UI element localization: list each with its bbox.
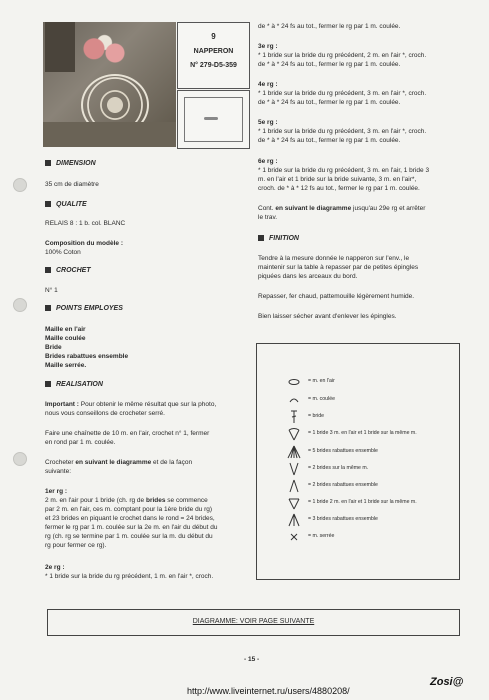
section-points: POINTS EMPLOYES (45, 305, 123, 312)
legend-row: = 2 brides rabattues ensemble (257, 479, 459, 493)
finition-line: Tendre à la mesure donnée le napperon sur l'env., le (258, 255, 410, 262)
finition-line: maintenir sur la table à repasser par de petites épingles (258, 264, 419, 271)
bride-2chain-bride-icon (287, 496, 301, 510)
bullet-square-icon (45, 201, 51, 207)
continue-instruction: Cont. en suivant le diagramme jusqu'au 29e rg et arrêter (258, 205, 426, 212)
row2-continuation: de * à * 24 fs au tot., fermer le rg par 1 m. coulée. (258, 23, 401, 30)
row4-line: de * à * 24 fs au tot., fermer le rg par 1 m. coulée. (258, 99, 401, 106)
watermark-strip (0, 676, 489, 700)
legend-row: = 2 brides sur la même m. (257, 462, 459, 476)
tablecloth-image (43, 122, 176, 147)
chain-instruction: Faire une chaînette de 10 m. en l'air, crochet n° 1, fermer (45, 430, 210, 437)
stitch-list-item: Brides rabattues ensemble (45, 353, 129, 360)
bullet-square-icon (45, 267, 51, 273)
doily-photo (43, 22, 176, 147)
bullet-square-icon (45, 305, 51, 311)
row5-line: * 1 bride sur la bride du rg précédent, 3 m. en l'air *, croch. (258, 128, 427, 135)
crochet-value: N° 1 (45, 287, 58, 294)
row6-line: croch. de * à * 12 fs au tot., fermer le rg par 1 m. coulée. (258, 185, 420, 192)
section-realisation: REALISATION (45, 381, 103, 388)
binder-hole (13, 178, 27, 192)
row1-line: rg (ch. rg se termine par 1 m. coulée sur la m. du début du (45, 533, 213, 540)
five-brides-together-icon (287, 445, 301, 459)
chain-instruction-line: en rond par 1 m. coulée. (45, 439, 116, 446)
bullet-square-icon (45, 160, 51, 166)
finition-line: Repasser, fer chaud, pattemouille légèrement humide. (258, 293, 415, 300)
model-number: 9 (211, 32, 216, 41)
row1-line: fermer le rg par 1 m. coulée sur la 2e m. en l'air du début du (45, 524, 218, 531)
legend-row: = m. en l'air (257, 375, 459, 389)
slip-stitch-icon (287, 393, 301, 407)
section-dimension: DIMENSION (45, 160, 96, 167)
three-brides-together-icon (287, 513, 301, 527)
dimension-value: 35 cm de diamètre (45, 181, 99, 188)
size-schematic (177, 90, 250, 149)
two-brides-same-stitch-icon (287, 462, 301, 476)
row1-title: 1er rg : (45, 488, 68, 495)
section-crochet: CROCHET (45, 267, 91, 274)
composition-value: 100% Coton (45, 249, 81, 256)
row1-line: 2 m. en l'air pour 1 bride (ch. rg de brides se commence (45, 497, 208, 504)
schematic-marker-icon (204, 117, 218, 120)
model-id-box (177, 22, 250, 89)
binder-hole (13, 452, 27, 466)
qualite-value: RELAIS 8 : 1 b. col. BLANC (45, 220, 126, 227)
two-brides-together-icon (287, 479, 301, 493)
legend-row: = m. serrée (257, 530, 459, 544)
diagram-reference-link[interactable]: DIAGRAMME: VOIR PAGE SUIVANTE (192, 618, 315, 625)
watermark-url[interactable]: http://www.liveinternet.ru/users/4880208/ (187, 686, 350, 696)
single-crochet-icon (287, 530, 301, 544)
bullet-square-icon (258, 235, 264, 241)
row2-line: * 1 bride sur la bride du rg précédent, 1 m. en l'air *, croch. (45, 573, 214, 580)
row4-line: * 1 bride sur la bride du rg précédent, 3 m. en l'air *, croch. (258, 90, 427, 97)
row4-title: 4e rg : (258, 81, 278, 88)
row3-line: * 1 bride sur la bride du rg précédent, 2 m. en l'air *, croch. (258, 52, 427, 59)
continue-instruction-line: le trav. (258, 214, 278, 221)
bride-chain-bride-icon (287, 427, 301, 441)
legend-row: = m. coulée (257, 393, 459, 407)
row6-line: m. en l'air et 1 bride sur la bride suivante, 3 m. en l'air*, (258, 176, 417, 183)
row3-line: de * à * 24 fs au tot., fermer le rg par 1 m. coulée. (258, 61, 401, 68)
row5-line: de * à * 24 fs au tot., fermer le rg par 1 m. coulée. (258, 137, 401, 144)
symbol-legend (256, 343, 460, 580)
stitch-list-item: Maille serrée. (45, 362, 87, 369)
flowers-image (73, 32, 143, 74)
row1-line: et 23 brides en piquant le crochet dans le rond = 24 brides, (45, 515, 215, 522)
row1-line: rg pour fermer ce rg). (45, 542, 107, 549)
row6-title: 6e rg : (258, 158, 278, 165)
important-note-line: nous vous conseillons de crocheter serré. (45, 410, 165, 417)
model-name: NAPPERON (193, 48, 234, 55)
important-note: Important : Pour obtenir le même résultat que sur la photo, (45, 401, 217, 408)
legend-row: = 5 brides rabattues ensemble (257, 445, 459, 459)
page-number: - 15 - (244, 656, 260, 663)
legend-row: = 3 brides rabattues ensemble (257, 513, 459, 527)
follow-diagram-line: suivante: (45, 468, 72, 475)
composition-label: Composition du modèle : (45, 240, 123, 247)
stitch-list-item: Maille en l'air (45, 326, 86, 333)
binder-hole (13, 298, 27, 312)
follow-diagram-text: Crocheter en suivant le diagramme et de la façon (45, 459, 193, 466)
row3-title: 3e rg : (258, 43, 278, 50)
finition-line: Bien laisser sécher avant d'enlever les épingles. (258, 313, 397, 320)
stitch-list-item: Bride (45, 344, 62, 351)
legend-row: = 1 bride 3 m. en l'air et 1 bride sur la même m. (257, 427, 459, 441)
finition-line: piquées dans les arceaux du bord. (258, 273, 358, 280)
model-ref: N° 279-D5-359 (190, 62, 237, 69)
row1-line: par 2 m. en l'air, ces m. comptant pour la 1ère bride du rg) (45, 506, 213, 513)
row5-title: 5e rg : (258, 119, 278, 126)
row6-line: * 1 bride sur la bride du rg précédent, 3 m. en l'air, 1 bride 3 (258, 167, 430, 174)
row2-title: 2e rg : (45, 564, 65, 571)
chain-stitch-icon (287, 375, 301, 389)
legend-row: = bride (257, 410, 459, 424)
watermark-signature: Zosi@ (430, 676, 464, 688)
legend-row: = 1 bride 2 m. en l'air et 1 bride sur la même m. (257, 496, 459, 510)
stitch-list-item: Maille coulée (45, 335, 86, 342)
bullet-square-icon (45, 381, 51, 387)
vase-image (45, 22, 75, 72)
section-finition: FINITION (258, 235, 299, 242)
section-qualite: QUALITE (45, 201, 87, 208)
diagram-reference-box (47, 609, 460, 636)
double-crochet-icon (287, 410, 301, 424)
